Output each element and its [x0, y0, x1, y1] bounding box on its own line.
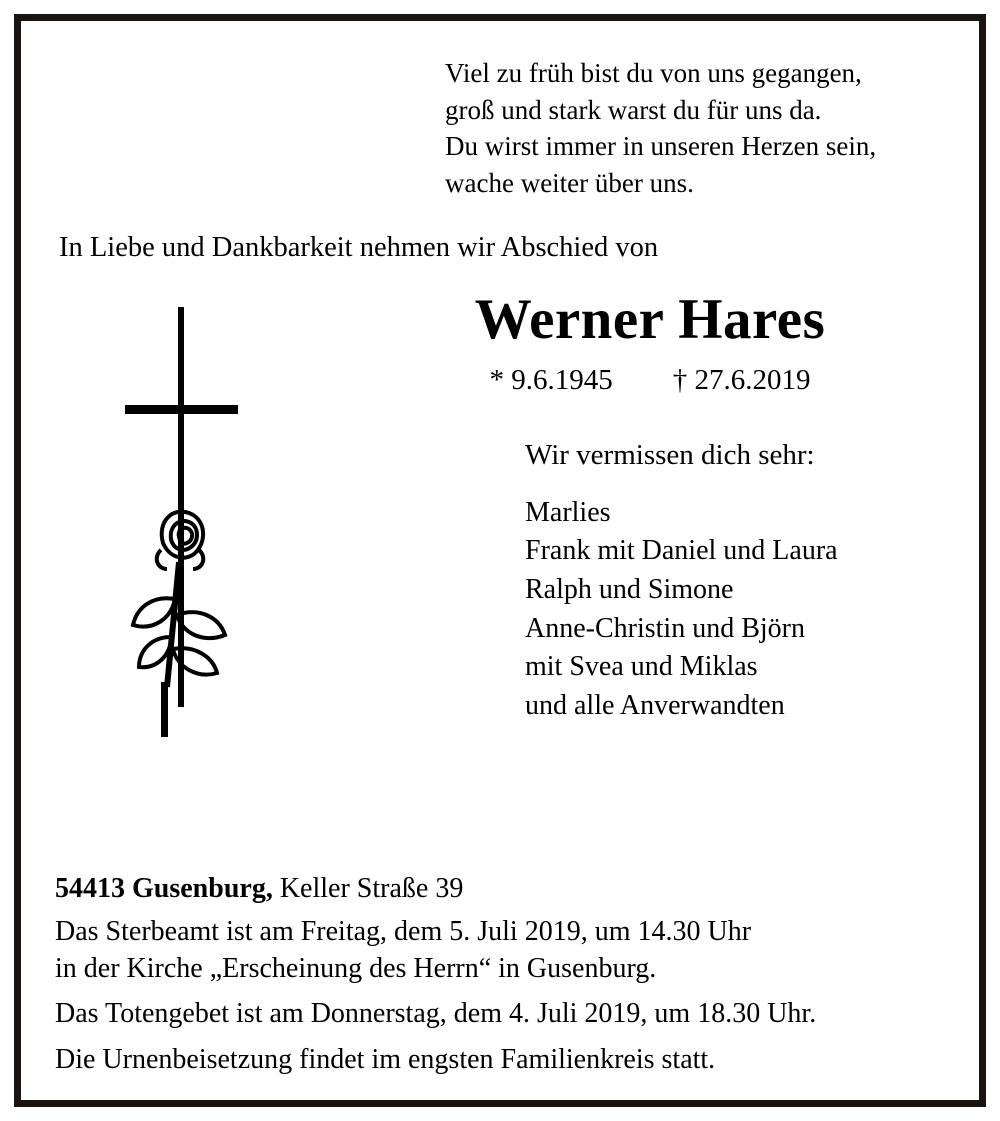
life-dates — [355, 364, 945, 397]
service-mass-line1: Das Sterbeamt ist am Freitag, dem 5. Juli 2019, um 14.30 Uhr — [55, 916, 752, 948]
address-line — [55, 873, 945, 905]
verse-line-2: groß und stark warst du für uns da. — [445, 94, 822, 125]
survivor-item: Anne-Christin und Björn — [525, 612, 805, 644]
verse-line-1: Viel zu früh bist du von uns gegangen, — [445, 58, 862, 88]
service-details — [55, 873, 945, 1078]
service-mass-line2: in der Kirche „Erscheinung des Herrn“ in Gusenburg. — [55, 952, 657, 984]
prayer-info: Das Totengebet ist am Donnerstag, dem 4. Juli 2019, um 18.30 Uhr. — [55, 998, 817, 1030]
burial-info: Die Urnenbeisetzung findet im engsten Familienkreis statt. — [55, 1043, 716, 1075]
death-date: † 27.6.2019 — [672, 363, 811, 396]
survivor-item: Marlies — [525, 496, 611, 528]
birth-date: * 9.6.1945 — [489, 363, 613, 396]
survivor-item: und alle Anverwandten — [525, 689, 785, 721]
name-block — [55, 287, 945, 397]
verse-block — [55, 55, 945, 202]
deceased-name: Werner Hares — [474, 287, 826, 351]
verse-line-3: Du wirst immer in unseren Herzen sein, — [445, 131, 877, 162]
obituary-frame — [14, 14, 986, 1107]
intro-text: In Liebe und Dankbarkeit nehmen wir Abschied von — [59, 231, 659, 263]
verse-line-4: wache weiter über uns. — [445, 168, 694, 199]
address-street: Keller Straße 39 — [272, 873, 464, 905]
survivor-item: Frank mit Daniel und Laura — [525, 535, 838, 567]
survivor-item: Ralph und Simone — [525, 573, 734, 605]
survivors-heading: Wir vermissen dich sehr: — [525, 438, 815, 471]
address-city: 54413 Gusenburg, — [55, 873, 273, 905]
survivor-item: mit Svea und Miklas — [525, 651, 758, 683]
